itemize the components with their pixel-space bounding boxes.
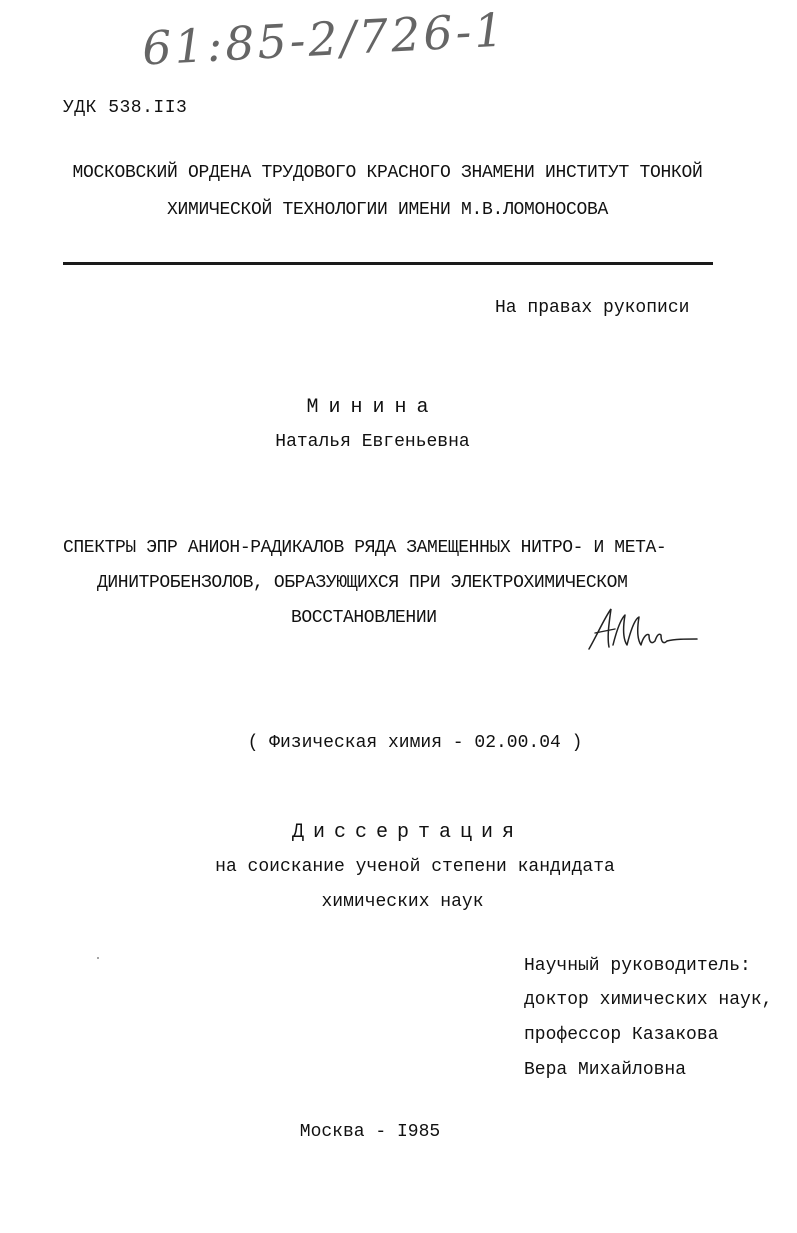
supervisor-position-name: профессор Казакова <box>524 1025 719 1045</box>
institute-name-line-2: ХИМИЧЕСКОЙ ТЕХНОЛОГИИ ИМЕНИ М.В.ЛОМОНОСОВА <box>166 200 609 220</box>
author-surname: Минина <box>306 396 439 419</box>
thesis-title-line-1: СПЕКТРЫ ЭПР АНИОН-РАДИКАЛОВ РЯДА ЗАМЕЩЕННЫХ НИТРО- И МЕТА- <box>63 538 667 558</box>
place-and-year: Москва - I985 <box>299 1122 441 1142</box>
thesis-title-line-2: ДИНИТРОБЕНЗОЛОВ, ОБРАЗУЮЩИХСЯ ПРИ ЭЛЕКТРОХИМИЧЕСКОМ <box>97 573 628 593</box>
paper-speck <box>97 957 99 959</box>
document-type: Диссертация <box>291 821 524 844</box>
horizontal-divider <box>63 262 713 265</box>
specialty-code: ( Физическая химия - 02.00.04 ) <box>247 733 583 753</box>
manuscript-rights-note: На правах рукописи <box>495 298 690 318</box>
degree-line-2: химических наук <box>321 892 484 912</box>
supervisor-first-names: Вера Михайловна <box>524 1060 687 1080</box>
signature-icon <box>585 605 700 655</box>
archive-number-handwritten: 61:85-2/726-1 <box>140 2 508 76</box>
author-given-names: Наталья Евгеньевна <box>275 432 470 452</box>
supervisor-label: Научный руководитель: <box>524 956 751 976</box>
thesis-title-line-3: ВОССТАНОВЛЕНИИ <box>291 608 437 628</box>
supervisor-title: доктор химических наук, <box>524 990 773 1010</box>
degree-line-1: на соискание ученой степени кандидата <box>215 857 615 877</box>
institute-name-line-1: МОСКОВСКИЙ ОРДЕНА ТРУДОВОГО КРАСНОГО ЗНАМЕНИ ИНСТИТУТ ТОНКОЙ <box>72 163 703 183</box>
udk-code: УДК 538.II3 <box>63 98 188 118</box>
